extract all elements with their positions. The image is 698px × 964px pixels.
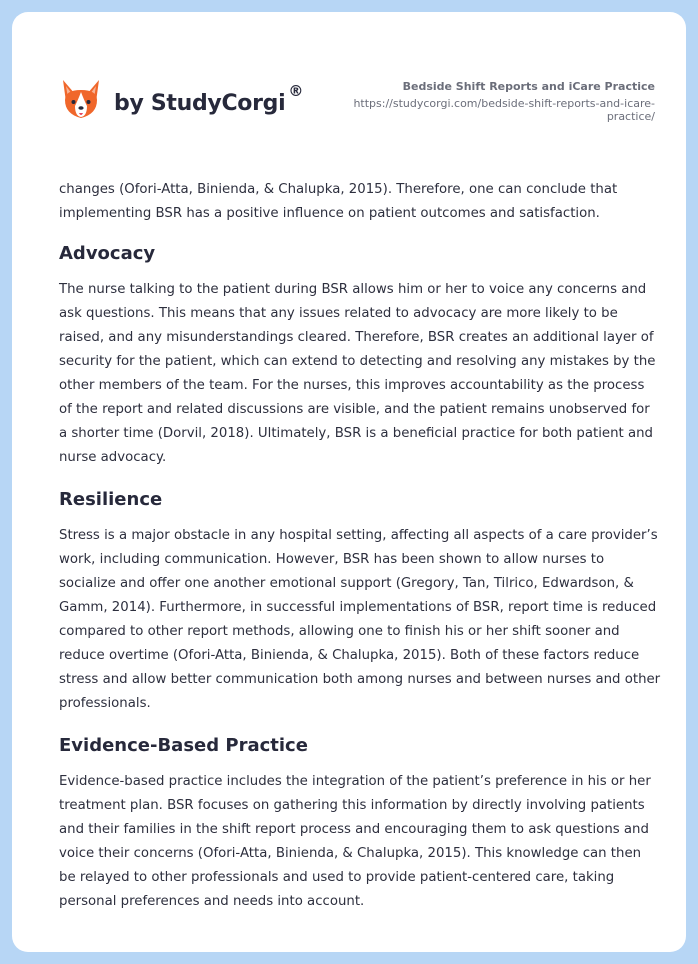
corgi-logo-icon: [60, 78, 102, 124]
document-url[interactable]: https://studycorgi.com/bedside-shift-reports-and-icare-practice/: [353, 97, 655, 123]
document-title: Bedside Shift Reports and iCare Practice: [402, 80, 655, 93]
section-body-evidence-based-practice: Evidence-based practice includes the integration of the patient’s preference in his or her treatment plan. BSR focuses on gathering this information by directly involving patients and their families in the shift report process and encouraging them to ask questions and voice their concerns (Ofori-Atta, Binienda, & Chalupka, 2015). This knowledge can then be relayed to other professionals and used to provide patient-centered care, taking personal preferences and needs into account.: [59, 774, 651, 909]
studycorgi-logo[interactable]: [60, 76, 303, 126]
brand-name: by StudyCorgi: [114, 90, 286, 116]
section-heading-advocacy: Advocacy: [59, 243, 156, 264]
section-heading-resilience: Resilience: [59, 489, 163, 510]
intro-paragraph: changes (Ofori-Atta, Binienda, & Chalupka, 2015). Therefore, one can conclude that implementing BSR has a positive influence on patient outcomes and satisfaction.: [59, 182, 618, 221]
page-header: [12, 12, 686, 152]
document-meta: [325, 80, 655, 123]
section-body-advocacy: The nurse talking to the patient during BSR allows him or her to voice any concerns and ask questions. This means that any issues related to advocacy are more likely to be raised, and any misunderstandings cleared. Therefore, BSR creates an additional layer of security for the patient, which can extend to detecting and resolving any mistakes by the other members of the team. For the nurses, this improves accountability as the process of the report and related discussions are visible, and the patient remains unobserved for a shorter time (Dorvil, 2018). Ultimately, BSR is a beneficial practice for both patient and nurse advocacy.: [59, 282, 656, 465]
section-heading-evidence-based-practice: Evidence-Based Practice: [59, 735, 308, 756]
registered-mark: ®: [288, 82, 304, 100]
document-page: [12, 12, 686, 952]
article-content: [59, 178, 661, 914]
section-body-resilience: Stress is a major obstacle in any hospital setting, affecting all aspects of a care provider’s work, including communication. However, BSR has been shown to allow nurses to socialize and offer one another emotional support (Gregory, Tan, Tilrico, Edwardson, & Gamm, 2014). Furthermore, in successful implementations of BSR, report time is reduced compared to other report methods, allowing one to finish his or her shift sooner and reduce overtime (Ofori-Atta, Binienda, & Chalupka, 2015). Both of these factors reduce stress and allow better communication both among nurses and between nurses and other professionals.: [59, 528, 661, 711]
